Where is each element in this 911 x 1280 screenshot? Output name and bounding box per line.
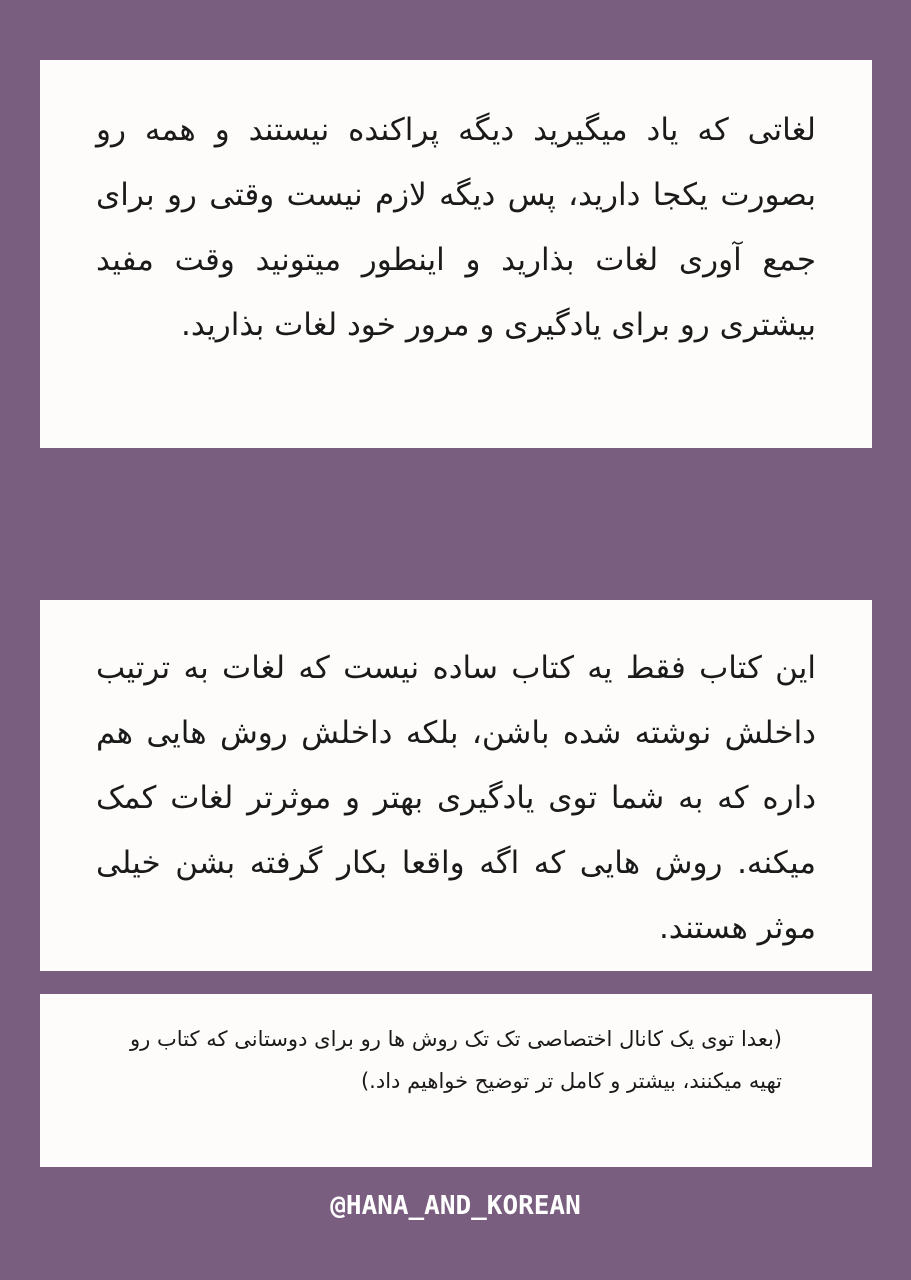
text-card-3	[40, 994, 872, 1167]
paragraph-channel-note: (بعدا توی یک کانال اختصاصی تک تک روش ها رو برای دوستانی که کتاب رو تهیه میکنند، بیشتر و کامل تر توضیح خواهیم داد.)	[130, 1027, 782, 1093]
paragraph-vocabulary-benefits: لغاتی که یاد میگیرید دیگه پراکنده نیستند و همه رو بصورت یکجا دارید، پس دیگه لازم نیست وقتی رو برای جمع آوری لغات بذارید و اینطور میتونید وقت مفید بیشتری رو برای یادگیری و مرور خود لغات بذارید.	[96, 112, 816, 343]
text-card-1	[40, 60, 872, 448]
text-card-2	[40, 600, 872, 971]
instagram-handle: @HANA_AND_KOREAN	[330, 1191, 581, 1221]
paragraph-book-methods: این کتاب فقط یه کتاب ساده نیست که لغات به ترتیب داخلش نوشته شده باشن، بلکه داخلش روش هایی هم داره که به شما توی یادگیری بهتر و موثرتر لغات کمک میکنه. روش هایی که اگه واقعا بکار گرفته بشن خیلی موثر هستند.	[96, 650, 816, 946]
